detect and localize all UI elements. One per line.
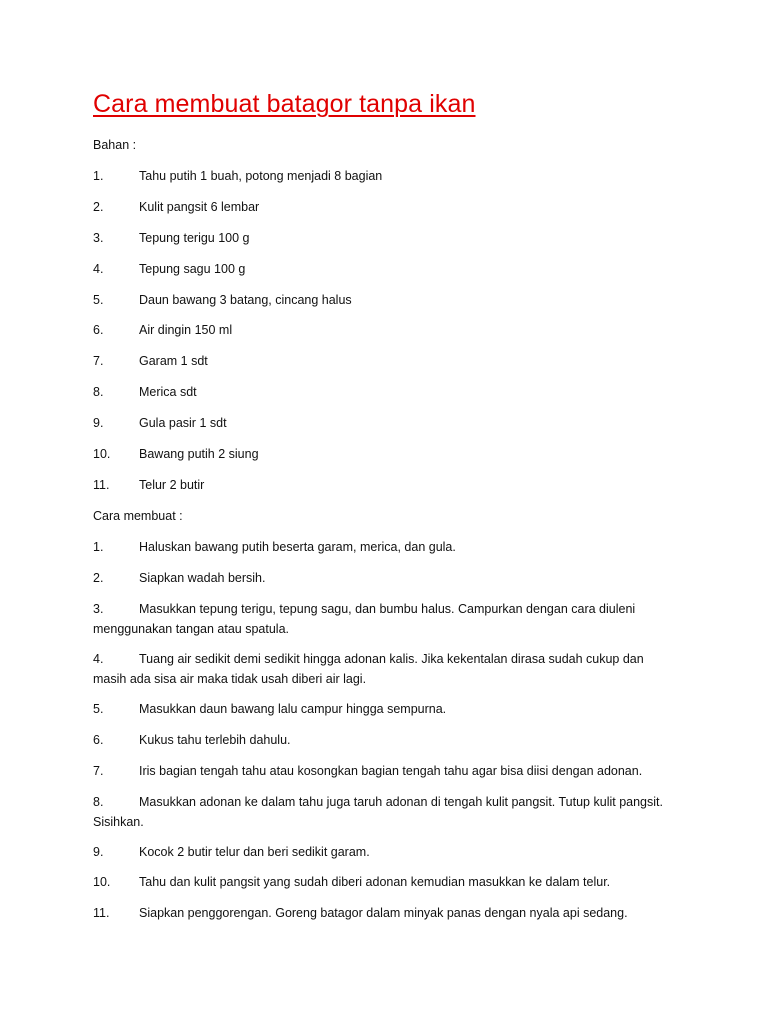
step-item — [93, 537, 673, 557]
ingredient-text: Kulit pangsit 6 lembar — [139, 200, 260, 214]
step-text: Kukus tahu terlebih dahulu. — [139, 733, 291, 747]
step-item — [93, 568, 673, 588]
step-text: Iris bagian tengah tahu atau kosongkan bagian tengah tahu agar bisa diisi dengan adonan. — [139, 764, 643, 778]
ingredient-item — [93, 228, 673, 248]
ingredient-number: 10. — [93, 447, 111, 461]
ingredient-item — [93, 259, 673, 279]
steps-heading: Cara membuat : — [93, 509, 183, 523]
step-item — [93, 730, 673, 750]
step-item — [93, 761, 673, 781]
ingredient-number: 4. — [93, 262, 104, 276]
ingredient-text: Bawang putih 2 siung — [139, 447, 259, 461]
ingredient-text: Tahu putih 1 buah, potong menjadi 8 bagian — [139, 169, 383, 183]
step-number: 1. — [93, 540, 104, 554]
step-text: Siapkan penggorengan. Goreng batagor dalam minyak panas dengan nyala api sedang. — [139, 906, 628, 920]
ingredient-number: 1. — [93, 169, 104, 183]
ingredient-number: 5. — [93, 293, 104, 307]
step-text: Haluskan bawang putih beserta garam, merica, dan gula. — [139, 540, 456, 554]
step-number: 7. — [93, 764, 104, 778]
ingredient-item — [93, 444, 673, 464]
page-title: Cara membuat batagor tanpa ikan — [93, 90, 476, 118]
ingredient-item — [93, 166, 673, 186]
ingredient-text: Tepung terigu 100 g — [139, 231, 250, 245]
ingredient-item — [93, 320, 673, 340]
step-item — [93, 599, 673, 639]
ingredient-text: Merica sdt — [139, 385, 197, 399]
ingredient-number: 6. — [93, 323, 104, 337]
ingredient-text: Gula pasir 1 sdt — [139, 416, 227, 430]
ingredient-number: 9. — [93, 416, 104, 430]
step-number: 8. — [93, 795, 104, 809]
ingredient-item — [93, 382, 673, 402]
step-number: 2. — [93, 571, 104, 585]
step-number: 10. — [93, 875, 111, 889]
ingredient-item — [93, 475, 673, 495]
step-number: 6. — [93, 733, 104, 747]
step-item — [93, 872, 673, 892]
ingredient-number: 2. — [93, 200, 104, 214]
ingredient-item — [93, 290, 673, 310]
ingredient-number: 7. — [93, 354, 104, 368]
step-number: 5. — [93, 702, 104, 716]
step-number: 3. — [93, 602, 104, 616]
step-number: 4. — [93, 652, 104, 666]
step-item — [93, 649, 673, 689]
step-text: Tahu dan kulit pangsit yang sudah diberi adonan kemudian masukkan ke dalam telur. — [139, 875, 611, 889]
ingredient-text: Tepung sagu 100 g — [139, 262, 246, 276]
ingredient-text: Daun bawang 3 batang, cincang halus — [139, 293, 352, 307]
step-text: Masukkan daun bawang lalu campur hingga sempurna. — [139, 702, 447, 716]
ingredient-item — [93, 351, 673, 371]
step-text: Siapkan wadah bersih. — [139, 571, 266, 585]
ingredient-item — [93, 413, 673, 433]
ingredient-number: 11. — [93, 478, 110, 492]
ingredient-number: 3. — [93, 231, 104, 245]
step-item — [93, 792, 673, 832]
step-item — [93, 903, 673, 923]
step-item — [93, 699, 673, 719]
ingredients-heading: Bahan : — [93, 138, 137, 152]
ingredient-number: 8. — [93, 385, 104, 399]
step-text: Masukkan tepung terigu, tepung sagu, dan bumbu halus. Campurkan dengan cara diuleni menggunakan tangan atau spatula. — [93, 602, 636, 636]
step-text: Masukkan adonan ke dalam tahu juga taruh adonan di tengah kulit pangsit. Tutup kulit pangsit. Sisihkan. — [93, 795, 663, 829]
step-item — [93, 842, 673, 862]
ingredient-text: Garam 1 sdt — [139, 354, 208, 368]
step-number: 11. — [93, 906, 110, 920]
ingredient-text: Telur 2 butir — [139, 478, 205, 492]
step-text: Tuang air sedikit demi sedikit hingga adonan kalis. Jika kekentalan dirasa sudah cukup dan masih ada sisa air maka tidak usah diberi air lagi. — [93, 652, 644, 686]
step-text: Kocok 2 butir telur dan beri sedikit garam. — [139, 845, 370, 859]
ingredient-text: Air dingin 150 ml — [139, 323, 233, 337]
step-number: 9. — [93, 845, 104, 859]
ingredient-item — [93, 197, 673, 217]
